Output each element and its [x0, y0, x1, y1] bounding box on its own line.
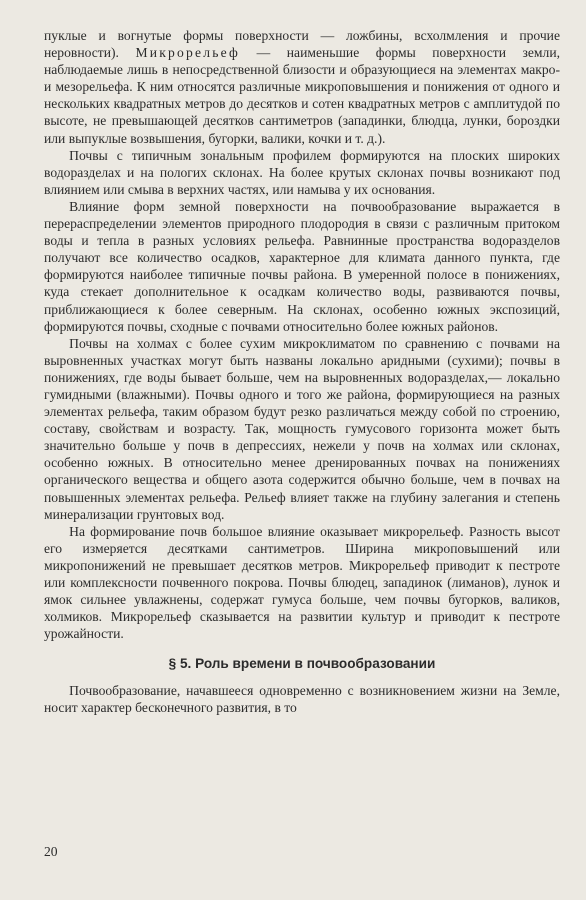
paragraph-microrelief-definition — [44, 27, 560, 147]
section-heading: § 5. Роль времени в почвообразовании — [168, 656, 436, 672]
paragraph-text: пуклые и вогнутые формы поверхности — ложбины, всхолмления и прочие неровности). — [44, 28, 560, 61]
term-microrelief: Микрорельеф — [135, 45, 241, 61]
page-number: 20 — [44, 844, 58, 859]
paragraph-relief-influence: Влияние форм земной поверхности на почвообразование выражается в перераспределении элементов природного плодородия в связи с различным притоком воды и тепла в разных условиях рельефа. Равнинные пространства водоразделов получают все количество осадков, характерное для климата данного пункта, где формируются наиболее типичные почвы района. В умеренной полосе в понижениях, куда стекает дополнительное к осадкам количество воды, развиваются почвы, приближающиеся к более северным. На склонах, особенно южных экспозиций, формируются почвы, сходные с почвами относительно более южных районов. — [44, 198, 560, 334]
paragraph-text: — наименьшие формы поверхности земли, наблюдаемые лишь в непосредственной близости и образующиеся на элементах макро- и мезорельефа. К ним относятся различные микроповышения и понижения от одного и нескольких квадратных метров до десятков и сотен квадратных метров с амплитудой по высоте, не превышающей десятков сантиметров (западинки, блюдца, лунки, бороздки или выпуклые возвышения, бугорки, валики, кочки и т. д.). — [44, 45, 560, 146]
paragraph-zonal-profile: Почвы с типичным зональным профилем формируются на плоских широких водоразделах и на пологих склонах. На более крутых склонах почвы возникают под влиянием или смыва в верхних частях, или намыва у их основания. — [44, 147, 560, 197]
paragraph-hill-soils: Почвы на холмах с более сухим микроклиматом по сравнению с почвами на выровненных участках могут быть названы локально аридными (сухими); почвы в понижениях, где воды бывает больше, чем на выровненных водоразделах,— локально гумидными (влажными). Почвы одного и того же района, формирующиеся на разных элементах рельефа, таким образом будут резко различаться между собой по строению, составу, свойствам и возрасту. Так, мощность гумусового горизонта может быть значительно больше у почв в депрессиях, нежели у почв на холмах или склонах, особенно южных. В относительно менее дренированных почвах на понижениях органического вещества и общего азота содержится обычно больше, чем в почвах на повышенных элементах рельефа. Рельеф влияет также на глубину залегания и степень минерализации грунтовых вод. — [44, 335, 560, 522]
paragraph-soil-formation-time: Почвообразование, начавшееся одновременно с возникновением жизни на Земле, носит характер бесконечного развития, в то — [44, 683, 560, 716]
paragraph-microrelief-effect: На формирование почв большое влияние оказывает микрорельеф. Разность высот его измеряется десятками сантиметров. Ширина микроповышений или микропонижений не превышает десятков метров. Микрорельеф приводит к пестроте или комплексности почвенного покрова. Почвы блюдец, западинок (лиманов), лунок и ямок сильнее увлажнены, содержат гумуса больше, чем почвы бугорков, валиков, холмиков. Микрорельеф сказывается на развитии культур и приводит к пестроте урожайности. — [44, 523, 560, 642]
